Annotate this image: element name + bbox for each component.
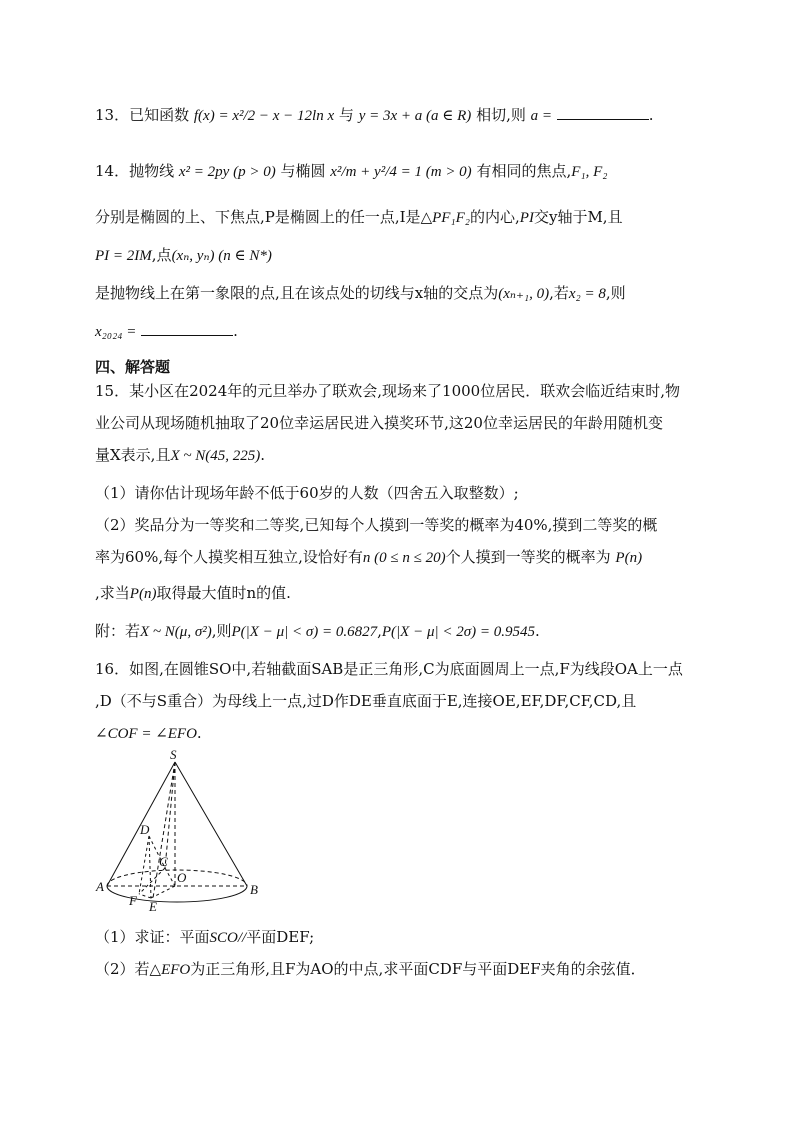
q13-answer-blank[interactable] xyxy=(557,105,649,120)
q13-pre: 已知函数 xyxy=(129,106,190,124)
q14-ellipse: x²/m + y²/4 = 1 (m > 0) xyxy=(330,164,472,180)
q14-parabola: x² = 2py (p > 0) xyxy=(178,164,276,180)
q13-ask: a = xyxy=(530,108,553,124)
q15-l3-a: 量X表示,且 xyxy=(95,446,171,464)
q14-foci: F₁, F₂ xyxy=(571,164,608,180)
question-14-line1 xyxy=(95,160,608,183)
q14-pi: PI xyxy=(519,210,534,226)
q14-l4-c: ,则 xyxy=(605,284,626,302)
q15-p2-l2-b: 个人摸到一等奖的概率为 xyxy=(445,548,611,566)
q15-part1: （1）请你估计现场年龄不低于60岁的人数（四舍五入取整数）; xyxy=(95,484,519,502)
q14-x2: x₂ = 8 xyxy=(568,286,606,302)
q15-pn2: P(n) xyxy=(129,586,157,602)
q15-p2-l3-a: ,求当 xyxy=(95,584,130,602)
q16-p1-c: 平面DEF; xyxy=(246,928,315,946)
cone-figure xyxy=(95,748,265,918)
q14-l2-b: 的内心, xyxy=(470,208,520,226)
q14-l4-b: ,若 xyxy=(549,284,569,302)
q15-distribution: X ~ N(45, 225) xyxy=(170,448,261,464)
q16-p2-triangle: △EFO xyxy=(149,962,191,978)
q15-part2-line1: （2）奖品分为一等奖和二等奖,已知每个人摸到一等奖的概率为40%,摸到二等奖的概 xyxy=(95,516,658,534)
q15-pn: P(n) xyxy=(615,550,643,566)
q15-note-b: ,则 xyxy=(211,622,232,640)
q15-line3 xyxy=(95,444,265,467)
q16-line1: 16．如图,在圆锥SO中,若轴截面SAB是正三角形,C为底面圆周上一点,F为线段OA上一点 xyxy=(95,660,683,678)
question-14-line5 xyxy=(95,320,238,343)
label-F: F xyxy=(129,893,137,908)
q14-point: (xₙ, yₙ) (n ∈ N*) xyxy=(171,248,272,264)
q15-note-dist: X ~ N(μ, σ²) xyxy=(140,624,212,640)
q15-p2-l3-b: 取得最大值时n的值. xyxy=(156,584,291,602)
q15-line2: 业公司从现场随机抽取了20位幸运居民进入摸奖环节,这20位幸运居民的年龄用随机变 xyxy=(95,414,663,432)
segment-DE xyxy=(149,836,151,898)
q14-l3-a: ,点 xyxy=(151,246,172,264)
label-D: D xyxy=(140,822,150,837)
q14-ask: x₂₀₂₄ = xyxy=(95,324,137,340)
q14-answer-blank[interactable] xyxy=(141,321,233,336)
q15-note-a: 附：若 xyxy=(95,622,141,640)
segment-CO xyxy=(165,868,175,886)
q16-line3 xyxy=(95,722,202,745)
q13-line: y = 3x + a (a ∈ R) xyxy=(358,108,472,124)
q16-l3-end: . xyxy=(196,724,202,742)
q14-number: 14． xyxy=(95,162,130,180)
q16-angle-condition: ∠COF = ∠EFO xyxy=(95,726,197,742)
question-14-line3 xyxy=(95,244,272,267)
q15-part2-line3 xyxy=(95,582,291,605)
cone-base-front xyxy=(107,886,247,902)
q15-note-p1: P(|X − μ| < σ) = 0.6827 xyxy=(231,624,378,640)
q14-l1-mid: 与椭圆 xyxy=(280,162,326,180)
q15-p2-l2-a: 率为60%,每个人摸奖相互独立,设恰好有 xyxy=(95,548,363,566)
q16-p2-a: （2）若 xyxy=(95,960,150,978)
label-E: E xyxy=(149,899,157,914)
label-C: C xyxy=(159,854,168,869)
q15-note xyxy=(95,620,540,643)
q16-part2 xyxy=(95,958,646,981)
q14-l1-pre: 抛物线 xyxy=(129,162,175,180)
section-4-title: 四、解答题 xyxy=(95,358,171,376)
q14-end: . xyxy=(233,322,238,340)
q15-note-p2: P(|X − μ| < 2σ) = 0.9545 xyxy=(381,624,535,640)
q16-part1 xyxy=(95,926,314,949)
q13-post: 相切,则 xyxy=(476,106,526,124)
q14-l4-a: 是抛物线上在第一象限的点,且在该点处的切线与x轴的交点为 xyxy=(95,284,499,302)
q15-note-c: , xyxy=(377,622,382,640)
q14-point2: (xₙ₊₁, 0) xyxy=(498,286,550,302)
q14-l1-post: 有相同的焦点, xyxy=(476,162,572,180)
q16-p2-b: 为正三角形,且F为AO的中点,求平面CDF与平面DEF夹角的余弦值． xyxy=(190,960,646,978)
q15-line1: 15．某小区在2024年的元旦举办了联欢会,现场来了1000位居民．联欢会临近结束时,物 xyxy=(95,382,680,400)
segment-EF xyxy=(139,894,151,898)
label-A: A xyxy=(96,879,104,894)
question-14-line4 xyxy=(95,282,626,305)
q16-p1-plane: SCO// xyxy=(209,930,247,946)
q13-function: f(x) = x²/2 − x − 12ln x xyxy=(193,108,335,124)
q13-mid: 与 xyxy=(338,106,354,124)
label-O: O xyxy=(177,870,187,885)
q14-l2-a: 分别是椭圆的上、下焦点,P是椭圆上的任一点,I是 xyxy=(95,208,421,226)
q13-end: . xyxy=(648,106,654,124)
q16-p1-a: （1）求证：平面 xyxy=(95,928,210,946)
q14-triangle: △PF₁F₂ xyxy=(420,210,471,226)
q14-l2-c: 交y轴于M,且 xyxy=(533,208,623,226)
generatrix-SB xyxy=(175,762,247,886)
question-14-line2 xyxy=(95,206,623,229)
q13-number: 13． xyxy=(95,106,130,124)
q16-line2: ,D（不与S重合）为母线上一点,过D作DE垂直底面于E,连接OE,EF,DF,CF,CD,且 xyxy=(95,692,637,710)
q15-l3-b: . xyxy=(260,446,266,464)
q15-part2-line2 xyxy=(95,546,642,569)
q15-note-end: . xyxy=(535,622,540,640)
question-13 xyxy=(95,104,654,127)
q14-vector: PI = 2IM xyxy=(95,248,152,264)
label-B: B xyxy=(250,882,258,897)
label-S: S xyxy=(170,748,177,762)
q15-n-range: n (0 ≤ n ≤ 20) xyxy=(362,550,446,566)
